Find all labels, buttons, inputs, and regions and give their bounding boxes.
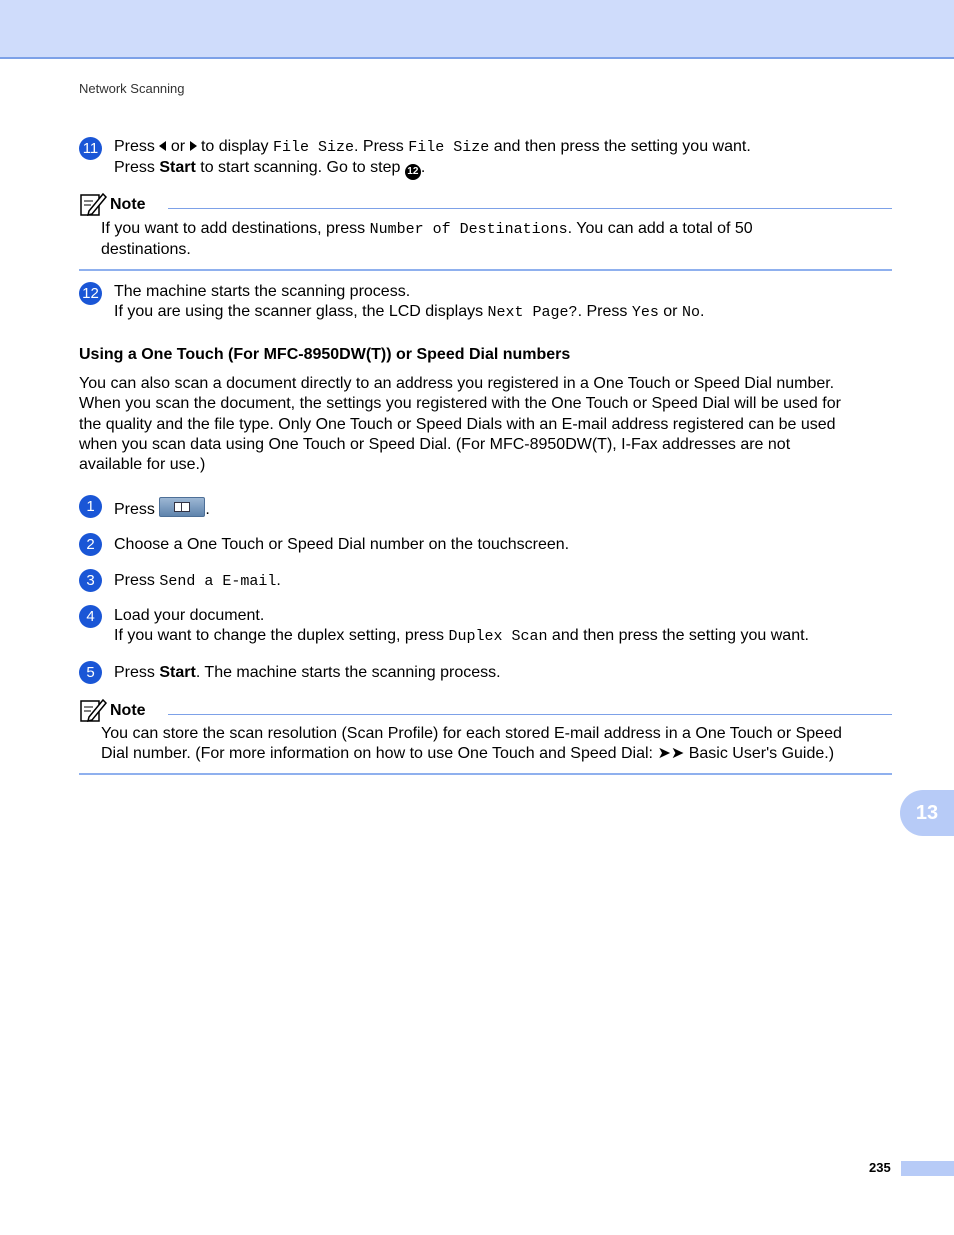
header-band [0, 0, 954, 59]
step-number-badge: 12 [79, 282, 102, 305]
divider [168, 208, 892, 209]
lcd-text: Yes [631, 304, 659, 321]
left-arrow-icon [159, 141, 166, 151]
step-12: 12 The machine starts the scanning process. If you are using the scanner glass, the LCD displays Next Page?. Press Yes or No. [79, 282, 894, 323]
step-2: 2 Choose a One Touch or Speed Dial number on the touchscreen. [79, 533, 894, 555]
address-book-icon [159, 497, 205, 517]
running-header: Network Scanning [79, 81, 185, 96]
divider [168, 714, 892, 715]
section-heading: Using a One Touch (For MFC-8950DW(T)) or Speed Dial numbers [79, 346, 571, 363]
lcd-text: No [681, 304, 700, 321]
note-box: Note You can store the scan resolution (Scan Profile) for each stored E-mail address in a One Touch or Speed Dial number. (For more information on how to use One Touch and Speed Dial: ➤➤ Basic User's Guide.) [79, 697, 892, 775]
lcd-text: File Size [273, 139, 355, 156]
step-1: 1 Press . [79, 495, 894, 520]
step-reference: 12 [405, 164, 421, 180]
note-title: Note [110, 702, 146, 719]
step-number-badge: 11 [79, 137, 102, 160]
lcd-text: Next Page? [487, 304, 578, 321]
note-pencil-icon [79, 191, 107, 217]
step-5: 5 Press Start. The machine starts the scanning process. [79, 661, 894, 683]
lcd-text: Number of Destinations [369, 221, 568, 238]
key-name: Start [159, 664, 196, 681]
step-number-badge: 2 [79, 533, 102, 556]
step-number-badge: 5 [79, 661, 102, 684]
divider [79, 773, 892, 775]
step-3: 3 Press Send a E-mail. [79, 569, 894, 592]
step-11: 11 Press or to display File Size. Press File Size and then press the setting you want. Press Start to start scanning. Go to step 12 . [79, 137, 894, 180]
note-pencil-icon [79, 697, 107, 723]
lcd-text: File Size [408, 139, 490, 156]
page-number: 235 [869, 1160, 891, 1175]
note-box: Note If you want to add destinations, press Number of Destinations. You can add a total of 50 destinations. [79, 191, 892, 271]
key-name: Start [159, 159, 196, 176]
divider [79, 269, 892, 271]
lcd-text: Duplex Scan [448, 628, 548, 645]
step-number-badge: 4 [79, 605, 102, 628]
step-number-badge: 3 [79, 569, 102, 592]
lcd-text: Send a E-mail [159, 573, 277, 590]
step-4: 4 Load your document. If you want to change the duplex setting, press Duplex Scan and then press the setting you want. [79, 605, 894, 647]
page-number-strip [901, 1161, 954, 1176]
intro-paragraph: You can also scan a document directly to an address you registered in a One Touch or Speed Dial number. When you scan the document, the settings you registered with the One Touch or Speed Dial will be used for the quality and the file type. Only One Touch or Speed Dials with an E-mail address registered can be used when you scan data using One Touch or Speed Dial. (For MFC-8950DW(T), I-Fax addresses are not available for use.) [79, 375, 841, 474]
chapter-tab: 13 [900, 790, 954, 836]
double-arrow-icon: ➤➤ [657, 745, 685, 762]
step-number-badge: 1 [79, 495, 102, 518]
note-title: Note [110, 196, 146, 213]
right-arrow-icon [190, 141, 197, 151]
